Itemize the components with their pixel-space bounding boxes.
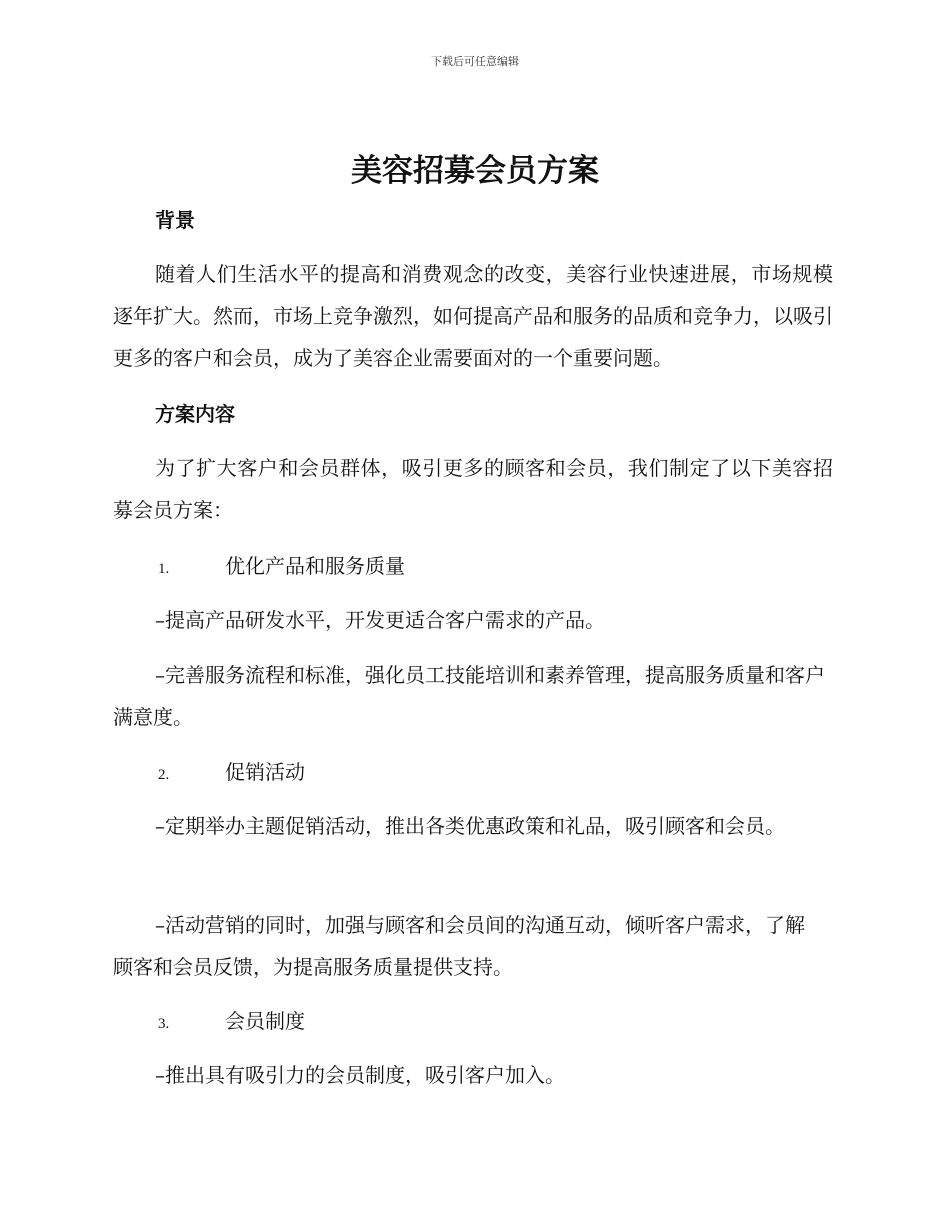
bullet-point: –提高产品研发水平，开发更适合客户需求的产品。 [155,608,605,632]
bullet-point: –定期举办主题促销活动，推出各类优惠政策和礼品，吸引顾客和会员。 [155,814,785,838]
document-title: 美容招募会员方案 [351,153,599,189]
item-label: 会员制度 [225,1009,305,1033]
page-header-note: 下载后可任意编辑 [431,55,519,68]
item-number: 1. [158,561,170,577]
numbered-item-1 [158,551,405,584]
section-heading-background: 背景 [155,208,195,232]
numbered-item-2 [158,757,305,790]
background-paragraph: 随着人们生活水平的提高和消费观念的改变，美容行业快速进展，市场规模逐年扩大。然而，市场上竞争激烈，如何提高产品和服务的品质和竞争力，以吸引更多的客户和会员，成为了美容企业需要面对的一个重要问题。 [113,262,833,370]
bullet-point: –活动营销的同时，加强与顾客和会员间的沟通互动，倾听客户需求，了解顾客和会员反馈，为提高服务质量提供支持。 [113,913,805,979]
plan-intro-paragraph: 为了扩大客户和会员群体，吸引更多的顾客和会员，我们制定了以下美容招募会员方案： [113,456,833,522]
section-heading-plan: 方案内容 [155,402,235,426]
item-label: 促销活动 [225,760,305,784]
bullet-point: –完善服务流程和标准，强化员工技能培训和素养管理，提高服务质量和客户满意度。 [113,663,825,729]
item-number: 2. [158,767,170,783]
item-number: 3. [158,1016,170,1032]
item-label: 优化产品和服务质量 [225,554,405,578]
bullet-point: –推出具有吸引力的会员制度，吸引客户加入。 [155,1063,565,1087]
numbered-item-3 [158,1006,305,1039]
